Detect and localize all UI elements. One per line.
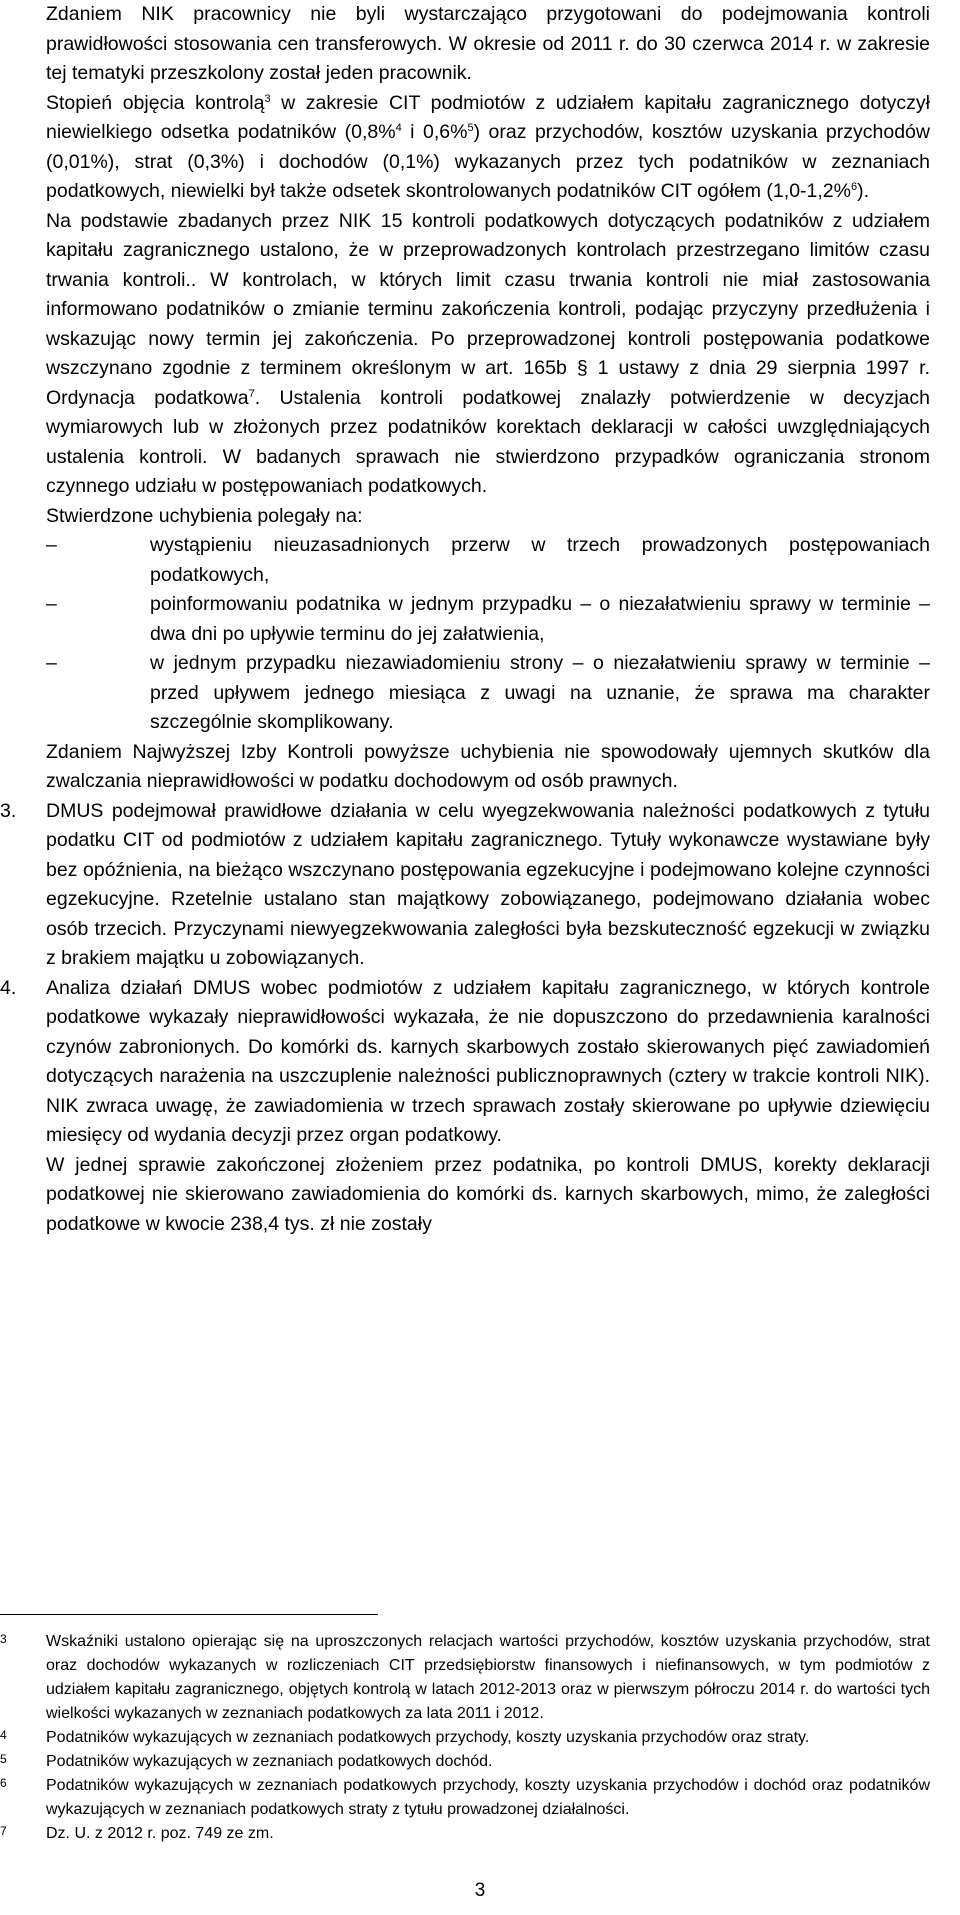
item-text: DMUS podejmował prawidłowe działania w celu wyegzekwowania należności podatkowych z tytułu podatku CIT od podmiotów z udziałem kapitału zagranicznego. Tytuły wykonawcze wystawiane były bez opóźnienia, na bieżąco wszczynano postępowania egzekucyjne i podejmowano kolejne czynności egzekucyjne. Rzetelnie ustalano stan majątkowy zobowiązanego, podejmowano działania wobec osób trzecich. Przyczynami niewyegzekwowania zaległości była bezskuteczność egzekucji w związku z brakiem majątku u zobowiązanych. [46,799,930,969]
list-item-text: wystąpieniu nieuzasadnionych przerw w trzech prowadzonych postępowaniach podatkowych, [150,534,930,586]
paragraph-unreported-case: W jednej sprawie zakończonej złożeniem przez podatnika, po kontroli DMUS, korekty deklaracji podatkowej nie skierowano zawiadomienia do komórki ds. karnych skarbowych, mimo, że zaległości podatkowe w kwocie 238,4 tys. zł nie zostały [46,1153,930,1235]
footnote [0,1822,930,1846]
text-run: w zakresie CIT podmiotów z udziałem kapitału zagranicznego dotyczył niewielkiego odsetka podatników (0,8% [46,91,931,143]
footnote-text: Dz. U. z 2012 r. poz. 749 ze zm. [46,1825,274,1842]
footnote-mark: 5 [0,1752,7,1766]
numbered-item-4 [0,974,930,1151]
text-run: Stopień objęcia kontrolą [46,91,265,114]
footnote [0,1726,930,1750]
dash-bullet: – [46,534,57,556]
footnote-ref-3[interactable]: 3 [264,92,271,105]
item-number: 3. [0,799,17,822]
list-item-no-notice [46,649,930,738]
list-item-interruptions [46,531,930,590]
paragraph-nik-opinion: Zdaniem Najwyższej Izby Kontroli powyższe uchybienia nie spowodowały ujemnych skutków dla zwalczania nieprawidłowości w podatku dochodowym od osób prawnych. [46,740,930,792]
footnote [0,1630,930,1726]
paragraph-training: Zdaniem NIK pracownicy nie byli wystarczająco przygotowani do podejmowania kontroli prawidłowości stosowania cen transferowych. W okresie od 2011 r. do 30 czerwca 2014 r. w zakresie tej tematyki przeszkolony został jeden pracownik. [46,3,930,84]
list-item-text: poinformowaniu podatnika w jednym przypadku – o niezałatwieniu sprawy w terminie – dwa dni po upływie terminu do jej załatwienia, [150,593,930,645]
text-run: Na podstawie zbadanych przez NIK 15 kontroli podatkowych dotyczących podatników z udziałem kapitału zagranicznego ustalono, że w przeprowadzonych kontrolach przestrzegano limitów czasu trwania kontroli.. W kontrolach, w których limit czasu trwania kontroli nie miał zastosowania informowano podatników o zmianie terminu zakończenia kontroli, podając przyczyny przedłużenia i wskazując nowy termin jej zakończenia. Po przeprowadzonej kontroli postępowania podatkowe wszczynano zgodnie z terminem określonym w art. 165b § 1 ustawy z dnia 29 sierpnia 1997 r. Ordynacja podatkowa [46,209,930,409]
footnote-mark: 7 [0,1824,7,1838]
text-run: . Ustalenia kontroli podatkowej znalazły potwierdzenie w decyzjach wymiarowych lub w złożonych przez podatników korektach deklaracji w całości uwzględniających ustalenia kontroli. W badanych sprawach nie stwierdzono przypadków ograniczania stronom czynnego udziału w postępowaniach podatkowych. [46,386,930,497]
text-run: ). [857,180,870,202]
footnote-mark: 3 [0,1632,7,1646]
footnote [0,1750,930,1774]
paragraph-control-scope [46,89,930,207]
footnote-mark: 6 [0,1776,7,1790]
footnote [0,1774,930,1822]
footnote-text: Podatników wykazujących w zeznaniach podatkowych dochód. [46,1753,493,1770]
item-text: Analiza działań DMUS wobec podmiotów z udziałem kapitału zagranicznego, w których kontrole podatkowe wykazały nieprawidłowości wykazała, że nie dopuszczono do przedawnienia karalności czynów zabronionych. Do komórki ds. karnych skarbowych zostało skierowanych pięć zawiadomień dotyczących narażenia na uszczuplenie należności publicznoprawnych (cztery w trakcie kontroli NIK). NIK zwraca uwagę, że zawiadomienia w trzech sprawach zostały skierowane po upływie dziewięciu miesięcy od wydania decyzji przez organ podatkowy. [46,976,930,1146]
item-number: 4. [0,976,17,999]
footnote-mark: 4 [0,1728,7,1742]
dash-bullet: – [46,593,57,615]
footnote-ref-6[interactable]: 6 [850,181,858,193]
footnote-ref-5[interactable]: 5 [467,122,474,134]
footnote-text: Wskaźniki ustalono opierając się na uproszczonych relacjach wartości przychodów, kosztów uzyskania przychodów, strat oraz dochodów wykazanych w rozliczeniach CIT przedsiębiorstw finansowych i niefinansowych, w tym podmiotów z udziałem kapitału zagranicznego, objętych kontrolą w latach 2012-2013 oraz w pierwszym półroczu 2014 r. do wartości tych wielkości wykazanych w zeznaniach podatkowych za lata 2011 i 2012. [46,1633,930,1722]
footnote-text: Podatników wykazujących w zeznaniach podatkowych przychody, koszty uzyskania przychodów i dochód oraz podatników wykazujących w zeznaniach podatkowych straty z tytułu prowadzonej działalności. [46,1777,930,1818]
list-item-late-notice [46,590,930,649]
page-number: 3 [474,1880,486,1901]
footnote-ref-4[interactable]: 4 [395,122,402,134]
footnote-ref-7[interactable]: 7 [248,387,255,400]
footnote-separator [0,1614,378,1615]
paragraph-time-limits [46,207,930,502]
footnote-text: Podatników wykazujących w zeznaniach podatkowych przychody, koszty uzyskania przychodów oraz straty. [46,1729,810,1746]
footnotes [0,1630,930,1846]
list-item-text: w jednym przypadku niezawiadomieniu strony – o niezałatwieniu sprawy w terminie – przed upływem jednego miesiąca z uwagi na uznanie, że sprawa ma charakter szczególnie skomplikowany. [150,652,930,733]
text-run: i 0,6% [401,121,468,143]
paragraph-irregularities-intro: Stwierdzone uchybienia polegały na: [46,504,363,527]
numbered-item-3 [0,797,930,974]
text-run: ) oraz przychodów, kosztów uzyskania przychodów (0,01%), strat (0,3%) i dochodów (0,1%) wykazanych przez tych podatników w zeznaniach podatkowych, niewielki był także odsetek skontrolowanych podatników CIT ogółem (1,0-1,2% [46,121,930,202]
dash-bullet: – [46,652,57,674]
